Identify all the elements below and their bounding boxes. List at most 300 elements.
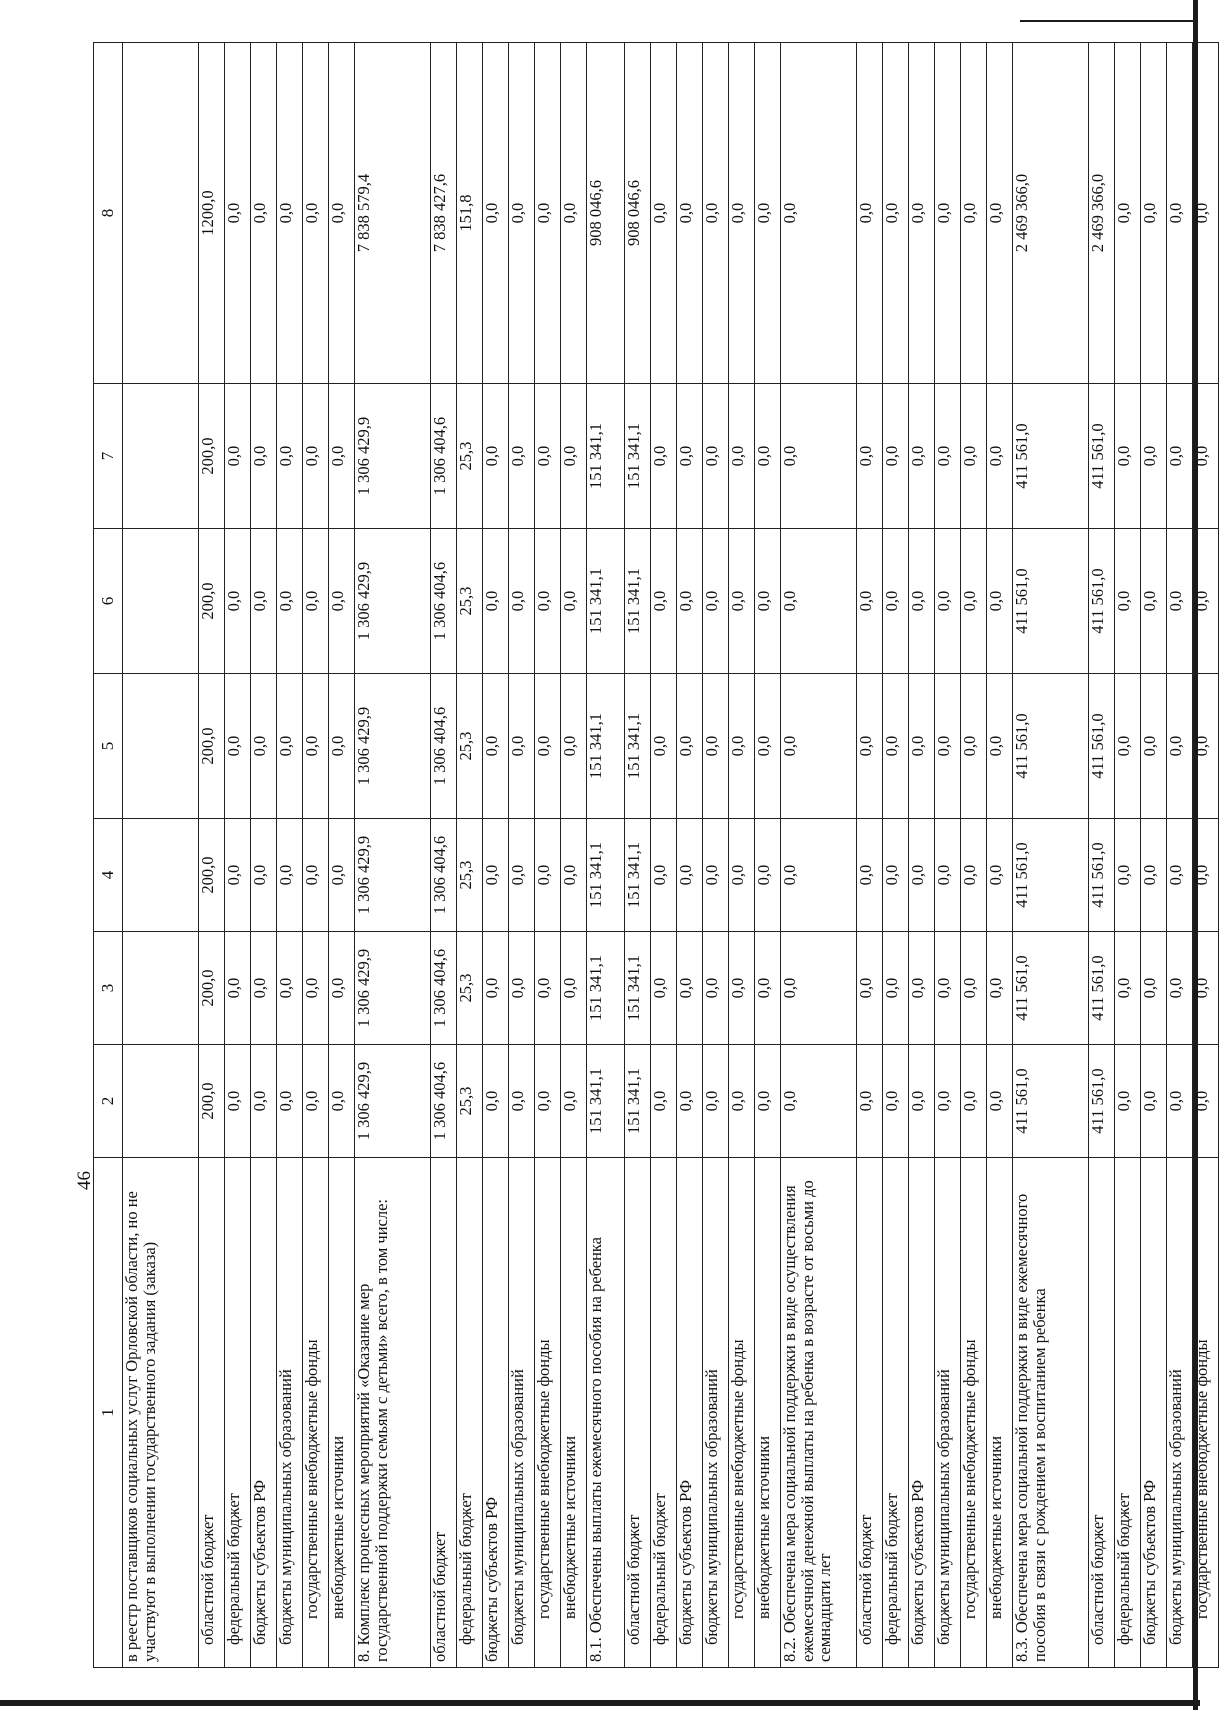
row-label: бюджеты субъектов РФ bbox=[909, 1158, 935, 1668]
cell-col-7: 151 341,1 bbox=[625, 384, 651, 529]
table-row bbox=[857, 43, 883, 1668]
table-header bbox=[94, 43, 123, 1668]
row-label: областной бюджет bbox=[431, 1158, 457, 1668]
cell-col-5: 0,0 bbox=[561, 674, 587, 819]
cell-col-5: 0,0 bbox=[509, 674, 535, 819]
column-header-7: 7 bbox=[94, 384, 123, 529]
cell-col-7: 0,0 bbox=[483, 384, 509, 529]
cell-col-4: 411 561,0 bbox=[1013, 819, 1089, 932]
table-row bbox=[755, 43, 781, 1668]
cell-col-7: 0,0 bbox=[961, 384, 987, 529]
cell-col-5: 25,3 bbox=[457, 674, 483, 819]
cell-col-2: 0,0 bbox=[225, 1045, 251, 1158]
cell-col-2: 0,0 bbox=[755, 1045, 781, 1158]
cell-col-5: 0,0 bbox=[329, 674, 355, 819]
cell-col-5: 0,0 bbox=[651, 674, 677, 819]
table-row bbox=[781, 43, 857, 1668]
cell-col-5: 0,0 bbox=[729, 674, 755, 819]
cell-col-7: 0,0 bbox=[781, 384, 857, 529]
cell-col-6: 411 561,0 bbox=[1013, 529, 1089, 674]
cell-col-2: 0,0 bbox=[729, 1045, 755, 1158]
cell-col-8: 0,0 bbox=[857, 43, 883, 384]
column-header-2: 2 bbox=[94, 1045, 123, 1158]
cell-col-8: 1200,0 bbox=[199, 43, 225, 384]
cell-col-2: 0,0 bbox=[1115, 1045, 1141, 1158]
cell-col-6: 0,0 bbox=[987, 529, 1013, 674]
table-row bbox=[303, 43, 329, 1668]
table-row bbox=[1115, 43, 1141, 1668]
row-label: внебюджетные источники bbox=[329, 1158, 355, 1668]
cell-col-7: 0,0 bbox=[909, 384, 935, 529]
cell-col-6: 0,0 bbox=[781, 529, 857, 674]
cell-col-6: 411 561,0 bbox=[1089, 529, 1115, 674]
cell-col-5: 0,0 bbox=[961, 674, 987, 819]
table-row bbox=[961, 43, 987, 1668]
cell-col-4: 0,0 bbox=[329, 819, 355, 932]
cell-col-6: 0,0 bbox=[729, 529, 755, 674]
column-header-8: 8 bbox=[94, 43, 123, 384]
cell-col-8: 151,8 bbox=[457, 43, 483, 384]
cell-col-7: 411 561,0 bbox=[1013, 384, 1089, 529]
cell-col-3: 151 341,1 bbox=[587, 932, 625, 1045]
row-label: государственные внебюджетные фонды bbox=[303, 1158, 329, 1668]
table-row bbox=[199, 43, 225, 1668]
row-label: бюджеты муниципальных образований bbox=[703, 1158, 729, 1668]
cell-col-3 bbox=[123, 932, 199, 1045]
row-label: бюджеты субъектов РФ bbox=[1141, 1158, 1167, 1668]
table-row bbox=[1013, 43, 1089, 1668]
cell-col-7: 0,0 bbox=[755, 384, 781, 529]
table-row bbox=[729, 43, 755, 1668]
cell-col-7: 0,0 bbox=[1115, 384, 1141, 529]
cell-col-6: 0,0 bbox=[509, 529, 535, 674]
table-row bbox=[1167, 43, 1193, 1668]
cell-col-8: 7 838 579,4 bbox=[355, 43, 431, 384]
cell-col-2: 0,0 bbox=[1167, 1045, 1193, 1158]
cell-col-3: 0,0 bbox=[483, 932, 509, 1045]
cell-col-8: 0,0 bbox=[329, 43, 355, 384]
cell-col-4: 0,0 bbox=[651, 819, 677, 932]
cell-col-5: 1 306 404,6 bbox=[431, 674, 457, 819]
cell-col-8: 908 046,6 bbox=[587, 43, 625, 384]
cell-col-2: 0,0 bbox=[909, 1045, 935, 1158]
table-row bbox=[1193, 43, 1219, 1668]
cell-col-7: 0,0 bbox=[509, 384, 535, 529]
row-label: федеральный бюджет bbox=[651, 1158, 677, 1668]
cell-col-6: 0,0 bbox=[1167, 529, 1193, 674]
cell-col-8: 0,0 bbox=[909, 43, 935, 384]
cell-col-2: 200,0 bbox=[199, 1045, 225, 1158]
row-label: федеральный бюджет bbox=[883, 1158, 909, 1668]
cell-col-4: 0,0 bbox=[935, 819, 961, 932]
cell-col-2: 0,0 bbox=[987, 1045, 1013, 1158]
cell-col-6: 0,0 bbox=[251, 529, 277, 674]
cell-col-4: 0,0 bbox=[961, 819, 987, 932]
row-label: бюджеты муниципальных образований bbox=[509, 1158, 535, 1668]
cell-col-2: 0,0 bbox=[509, 1045, 535, 1158]
cell-col-4: 0,0 bbox=[303, 819, 329, 932]
cell-col-6: 0,0 bbox=[1141, 529, 1167, 674]
cell-col-5: 0,0 bbox=[909, 674, 935, 819]
cell-col-3: 0,0 bbox=[729, 932, 755, 1045]
cell-col-2: 0,0 bbox=[935, 1045, 961, 1158]
cell-col-7: 200,0 bbox=[199, 384, 225, 529]
cell-col-7: 0,0 bbox=[857, 384, 883, 529]
cell-col-7: 0,0 bbox=[225, 384, 251, 529]
cell-col-5: 0,0 bbox=[755, 674, 781, 819]
table-row bbox=[883, 43, 909, 1668]
cell-col-3: 0,0 bbox=[703, 932, 729, 1045]
cell-col-4: 0,0 bbox=[225, 819, 251, 932]
cell-col-5: 0,0 bbox=[277, 674, 303, 819]
table-row bbox=[355, 43, 431, 1668]
cell-col-5: 0,0 bbox=[1167, 674, 1193, 819]
cell-col-8: 0,0 bbox=[703, 43, 729, 384]
row-label: 8.1. Обеспечены выплаты ежемесячного пособия на ребенка bbox=[587, 1158, 625, 1668]
cell-col-7: 411 561,0 bbox=[1089, 384, 1115, 529]
cell-col-7: 0,0 bbox=[277, 384, 303, 529]
cell-col-7 bbox=[123, 384, 199, 529]
column-header-3: 3 bbox=[94, 932, 123, 1045]
cell-col-8: 2 469 366,0 bbox=[1089, 43, 1115, 384]
cell-col-2: 0,0 bbox=[883, 1045, 909, 1158]
cell-col-7: 0,0 bbox=[535, 384, 561, 529]
cell-col-3: 0,0 bbox=[329, 932, 355, 1045]
table-body bbox=[123, 43, 1219, 1668]
cell-col-5: 0,0 bbox=[987, 674, 1013, 819]
cell-col-8: 0,0 bbox=[535, 43, 561, 384]
cell-col-4: 0,0 bbox=[509, 819, 535, 932]
cell-col-2: 151 341,1 bbox=[625, 1045, 651, 1158]
cell-col-7: 1 306 404,6 bbox=[431, 384, 457, 529]
cell-col-7: 151 341,1 bbox=[587, 384, 625, 529]
cell-col-2: 0,0 bbox=[251, 1045, 277, 1158]
cell-col-4: 0,0 bbox=[277, 819, 303, 932]
cell-col-6: 0,0 bbox=[535, 529, 561, 674]
cell-col-2: 0,0 bbox=[329, 1045, 355, 1158]
row-label: бюджеты субъектов РФ bbox=[251, 1158, 277, 1668]
cell-col-3: 0,0 bbox=[1193, 932, 1219, 1045]
cell-col-4: 0,0 bbox=[703, 819, 729, 932]
cell-col-8: 0,0 bbox=[1115, 43, 1141, 384]
cell-col-3: 411 561,0 bbox=[1013, 932, 1089, 1045]
cell-col-2: 0,0 bbox=[961, 1045, 987, 1158]
cell-col-5: 411 561,0 bbox=[1089, 674, 1115, 819]
cell-col-8: 0,0 bbox=[755, 43, 781, 384]
cell-col-6: 200,0 bbox=[199, 529, 225, 674]
cell-col-3: 0,0 bbox=[535, 932, 561, 1045]
cell-col-2: 0,0 bbox=[781, 1045, 857, 1158]
row-label: бюджеты субъектов РФ bbox=[677, 1158, 703, 1668]
table-row bbox=[431, 43, 457, 1668]
cell-col-8: 0,0 bbox=[883, 43, 909, 384]
row-label: бюджеты муниципальных образований bbox=[935, 1158, 961, 1668]
cell-col-6 bbox=[123, 529, 199, 674]
table-row bbox=[483, 43, 509, 1668]
column-header-6: 6 bbox=[94, 529, 123, 674]
cell-col-5 bbox=[123, 674, 199, 819]
table-row bbox=[277, 43, 303, 1668]
cell-col-3: 0,0 bbox=[677, 932, 703, 1045]
cell-col-5: 0,0 bbox=[1141, 674, 1167, 819]
cell-col-7: 0,0 bbox=[651, 384, 677, 529]
cell-col-6: 0,0 bbox=[651, 529, 677, 674]
row-label: областной бюджет bbox=[857, 1158, 883, 1668]
cell-col-2: 0,0 bbox=[303, 1045, 329, 1158]
cell-col-2: 0,0 bbox=[561, 1045, 587, 1158]
cell-col-7: 0,0 bbox=[251, 384, 277, 529]
cell-col-2 bbox=[123, 1045, 199, 1158]
cell-col-4 bbox=[123, 819, 199, 932]
row-label: областной бюджет bbox=[625, 1158, 651, 1668]
cell-col-8: 0,0 bbox=[1167, 43, 1193, 384]
cell-col-8: 0,0 bbox=[1193, 43, 1219, 384]
cell-col-5: 411 561,0 bbox=[1013, 674, 1089, 819]
row-label: в реестр поставщиков социальных услуг Орловской области, но не участвуют в выполнении государственного задания (заказа) bbox=[123, 1158, 199, 1668]
cell-col-6: 0,0 bbox=[303, 529, 329, 674]
cell-col-8: 0,0 bbox=[483, 43, 509, 384]
table-row bbox=[651, 43, 677, 1668]
row-label: внебюджетные источники bbox=[987, 1158, 1013, 1668]
row-label: 8.2. Обеспечена мера социальной поддержки в виде осуществления ежемесячной денежной выплаты на ребенка в возрасте от восьми до семнадцати лет bbox=[781, 1158, 857, 1668]
cell-col-2: 0,0 bbox=[535, 1045, 561, 1158]
cell-col-5: 0,0 bbox=[935, 674, 961, 819]
cell-col-5: 0,0 bbox=[883, 674, 909, 819]
scan-border-top-right bbox=[1020, 20, 1195, 22]
cell-col-3: 0,0 bbox=[857, 932, 883, 1045]
cell-col-5: 151 341,1 bbox=[587, 674, 625, 819]
cell-col-3: 0,0 bbox=[651, 932, 677, 1045]
cell-col-2: 411 561,0 bbox=[1089, 1045, 1115, 1158]
cell-col-4: 0,0 bbox=[729, 819, 755, 932]
header-row bbox=[94, 43, 123, 1668]
cell-col-3: 0,0 bbox=[961, 932, 987, 1045]
row-label: бюджеты муниципальных образований bbox=[277, 1158, 303, 1668]
table-row bbox=[457, 43, 483, 1668]
cell-col-5: 200,0 bbox=[199, 674, 225, 819]
cell-col-5: 0,0 bbox=[703, 674, 729, 819]
row-label: областной бюджет bbox=[1089, 1158, 1115, 1668]
cell-col-5: 0,0 bbox=[251, 674, 277, 819]
cell-col-8: 0,0 bbox=[729, 43, 755, 384]
cell-col-4: 0,0 bbox=[755, 819, 781, 932]
cell-col-6: 25,3 bbox=[457, 529, 483, 674]
table-row bbox=[909, 43, 935, 1668]
scan-border-bottom bbox=[0, 1700, 1200, 1706]
cell-col-2: 0,0 bbox=[277, 1045, 303, 1158]
cell-col-2: 411 561,0 bbox=[1013, 1045, 1089, 1158]
cell-col-4: 0,0 bbox=[677, 819, 703, 932]
cell-col-2: 0,0 bbox=[483, 1045, 509, 1158]
cell-col-4: 0,0 bbox=[1193, 819, 1219, 932]
table-row bbox=[587, 43, 625, 1668]
cell-col-4: 0,0 bbox=[781, 819, 857, 932]
cell-col-3: 0,0 bbox=[781, 932, 857, 1045]
cell-col-2: 0,0 bbox=[1193, 1045, 1219, 1158]
row-label: 8.3. Обеспечена мера социальной поддержки в виде ежемесячного пособия в связи с рождением и воспитанием ребенка bbox=[1013, 1158, 1089, 1668]
table-row bbox=[251, 43, 277, 1668]
cell-col-3: 0,0 bbox=[561, 932, 587, 1045]
cell-col-4: 0,0 bbox=[857, 819, 883, 932]
cell-col-6: 0,0 bbox=[755, 529, 781, 674]
cell-col-2: 0,0 bbox=[651, 1045, 677, 1158]
cell-col-2: 1 306 404,6 bbox=[431, 1045, 457, 1158]
cell-col-6: 0,0 bbox=[857, 529, 883, 674]
cell-col-4: 411 561,0 bbox=[1089, 819, 1115, 932]
cell-col-3: 200,0 bbox=[199, 932, 225, 1045]
cell-col-5: 0,0 bbox=[303, 674, 329, 819]
column-header-1: 1 bbox=[94, 1158, 123, 1668]
cell-col-5: 151 341,1 bbox=[625, 674, 651, 819]
cell-col-6: 151 341,1 bbox=[587, 529, 625, 674]
cell-col-5: 0,0 bbox=[483, 674, 509, 819]
cell-col-7: 0,0 bbox=[729, 384, 755, 529]
cell-col-6: 0,0 bbox=[1193, 529, 1219, 674]
row-label: федеральный бюджет bbox=[457, 1158, 483, 1668]
cell-col-8: 0,0 bbox=[509, 43, 535, 384]
table-row bbox=[535, 43, 561, 1668]
cell-col-3: 0,0 bbox=[755, 932, 781, 1045]
cell-col-6: 0,0 bbox=[561, 529, 587, 674]
cell-col-3: 0,0 bbox=[883, 932, 909, 1045]
cell-col-8: 0,0 bbox=[251, 43, 277, 384]
cell-col-5: 0,0 bbox=[781, 674, 857, 819]
cell-col-4: 0,0 bbox=[483, 819, 509, 932]
cell-col-3: 151 341,1 bbox=[625, 932, 651, 1045]
cell-col-7: 0,0 bbox=[883, 384, 909, 529]
cell-col-6: 0,0 bbox=[703, 529, 729, 674]
cell-col-7: 0,0 bbox=[561, 384, 587, 529]
cell-col-6: 151 341,1 bbox=[625, 529, 651, 674]
cell-col-8 bbox=[123, 43, 199, 384]
table-row bbox=[677, 43, 703, 1668]
cell-col-3: 1 306 429,9 bbox=[355, 932, 431, 1045]
cell-col-7: 0,0 bbox=[1141, 384, 1167, 529]
cell-col-8: 0,0 bbox=[935, 43, 961, 384]
row-label: бюджеты субъектов РФ bbox=[483, 1158, 509, 1668]
cell-col-8: 0,0 bbox=[987, 43, 1013, 384]
cell-col-3: 0,0 bbox=[935, 932, 961, 1045]
cell-col-6: 0,0 bbox=[1115, 529, 1141, 674]
cell-col-2: 151 341,1 bbox=[587, 1045, 625, 1158]
cell-col-3: 0,0 bbox=[1141, 932, 1167, 1045]
cell-col-7: 0,0 bbox=[935, 384, 961, 529]
cell-col-4: 1 306 404,6 bbox=[431, 819, 457, 932]
cell-col-8: 908 046,6 bbox=[625, 43, 651, 384]
cell-col-6: 0,0 bbox=[225, 529, 251, 674]
cell-col-3: 0,0 bbox=[909, 932, 935, 1045]
cell-col-6: 1 306 404,6 bbox=[431, 529, 457, 674]
table-row bbox=[1089, 43, 1115, 1668]
cell-col-8: 0,0 bbox=[677, 43, 703, 384]
cell-col-4: 0,0 bbox=[1167, 819, 1193, 932]
cell-col-3: 0,0 bbox=[1115, 932, 1141, 1045]
cell-col-5: 0,0 bbox=[857, 674, 883, 819]
cell-col-8: 0,0 bbox=[781, 43, 857, 384]
cell-col-5: 0,0 bbox=[1193, 674, 1219, 819]
cell-col-3: 0,0 bbox=[987, 932, 1013, 1045]
cell-col-4: 1 306 429,9 bbox=[355, 819, 431, 932]
cell-col-6: 0,0 bbox=[677, 529, 703, 674]
cell-col-6: 0,0 bbox=[883, 529, 909, 674]
cell-col-2: 0,0 bbox=[677, 1045, 703, 1158]
cell-col-6: 0,0 bbox=[483, 529, 509, 674]
cell-col-2: 0,0 bbox=[703, 1045, 729, 1158]
cell-col-4: 0,0 bbox=[535, 819, 561, 932]
row-label: федеральный бюджет bbox=[225, 1158, 251, 1668]
cell-col-8: 0,0 bbox=[225, 43, 251, 384]
column-header-4: 4 bbox=[94, 819, 123, 932]
cell-col-2: 1 306 429,9 bbox=[355, 1045, 431, 1158]
table-row bbox=[703, 43, 729, 1668]
table-row bbox=[987, 43, 1013, 1668]
row-label: областной бюджет bbox=[199, 1158, 225, 1668]
cell-col-5: 0,0 bbox=[535, 674, 561, 819]
cell-col-6: 0,0 bbox=[329, 529, 355, 674]
cell-col-4: 0,0 bbox=[883, 819, 909, 932]
cell-col-8: 0,0 bbox=[303, 43, 329, 384]
cell-col-6: 0,0 bbox=[935, 529, 961, 674]
cell-col-3: 0,0 bbox=[303, 932, 329, 1045]
table-row bbox=[561, 43, 587, 1668]
table-row bbox=[123, 43, 199, 1668]
row-label: бюджеты муниципальных образований bbox=[1167, 1158, 1193, 1668]
cell-col-3: 411 561,0 bbox=[1089, 932, 1115, 1045]
cell-col-3: 0,0 bbox=[225, 932, 251, 1045]
cell-col-8: 7 838 427,6 bbox=[431, 43, 457, 384]
cell-col-4: 151 341,1 bbox=[625, 819, 651, 932]
cell-col-4: 0,0 bbox=[1141, 819, 1167, 932]
cell-col-4: 200,0 bbox=[199, 819, 225, 932]
cell-col-4: 25,3 bbox=[457, 819, 483, 932]
cell-col-4: 151 341,1 bbox=[587, 819, 625, 932]
cell-col-5: 1 306 429,9 bbox=[355, 674, 431, 819]
cell-col-8: 2 469 366,0 bbox=[1013, 43, 1089, 384]
cell-col-3: 1 306 404,6 bbox=[431, 932, 457, 1045]
cell-col-2: 25,3 bbox=[457, 1045, 483, 1158]
cell-col-5: 0,0 bbox=[225, 674, 251, 819]
table-row bbox=[225, 43, 251, 1668]
cell-col-6: 0,0 bbox=[909, 529, 935, 674]
cell-col-7: 1 306 429,9 bbox=[355, 384, 431, 529]
cell-col-7: 25,3 bbox=[457, 384, 483, 529]
cell-col-4: 0,0 bbox=[251, 819, 277, 932]
cell-col-3: 0,0 bbox=[509, 932, 535, 1045]
cell-col-7: 0,0 bbox=[1193, 384, 1219, 529]
cell-col-7: 0,0 bbox=[1167, 384, 1193, 529]
cell-col-7: 0,0 bbox=[703, 384, 729, 529]
cell-col-7: 0,0 bbox=[987, 384, 1013, 529]
budget-table bbox=[93, 42, 1219, 1668]
cell-col-8: 0,0 bbox=[277, 43, 303, 384]
table-row bbox=[625, 43, 651, 1668]
row-label: государственные внебюджетные фонды bbox=[729, 1158, 755, 1668]
cell-col-6: 1 306 429,9 bbox=[355, 529, 431, 674]
table-row bbox=[509, 43, 535, 1668]
row-label: государственные внебюджетные фонды bbox=[1193, 1158, 1219, 1668]
rotated-page-content bbox=[93, 43, 1211, 1668]
row-label: внебюджетные источники bbox=[561, 1158, 587, 1668]
cell-col-6: 0,0 bbox=[961, 529, 987, 674]
cell-col-5: 0,0 bbox=[1115, 674, 1141, 819]
cell-col-7: 0,0 bbox=[677, 384, 703, 529]
cell-col-3: 0,0 bbox=[1167, 932, 1193, 1045]
cell-col-5: 0,0 bbox=[677, 674, 703, 819]
row-label: 8. Комплекс процессных мероприятий «Оказание мер государственной поддержки семьям с детьми» всего, в том числе: bbox=[355, 1158, 431, 1668]
page-number: 46 bbox=[74, 1171, 95, 1190]
cell-col-4: 0,0 bbox=[1115, 819, 1141, 932]
cell-col-8: 0,0 bbox=[961, 43, 987, 384]
